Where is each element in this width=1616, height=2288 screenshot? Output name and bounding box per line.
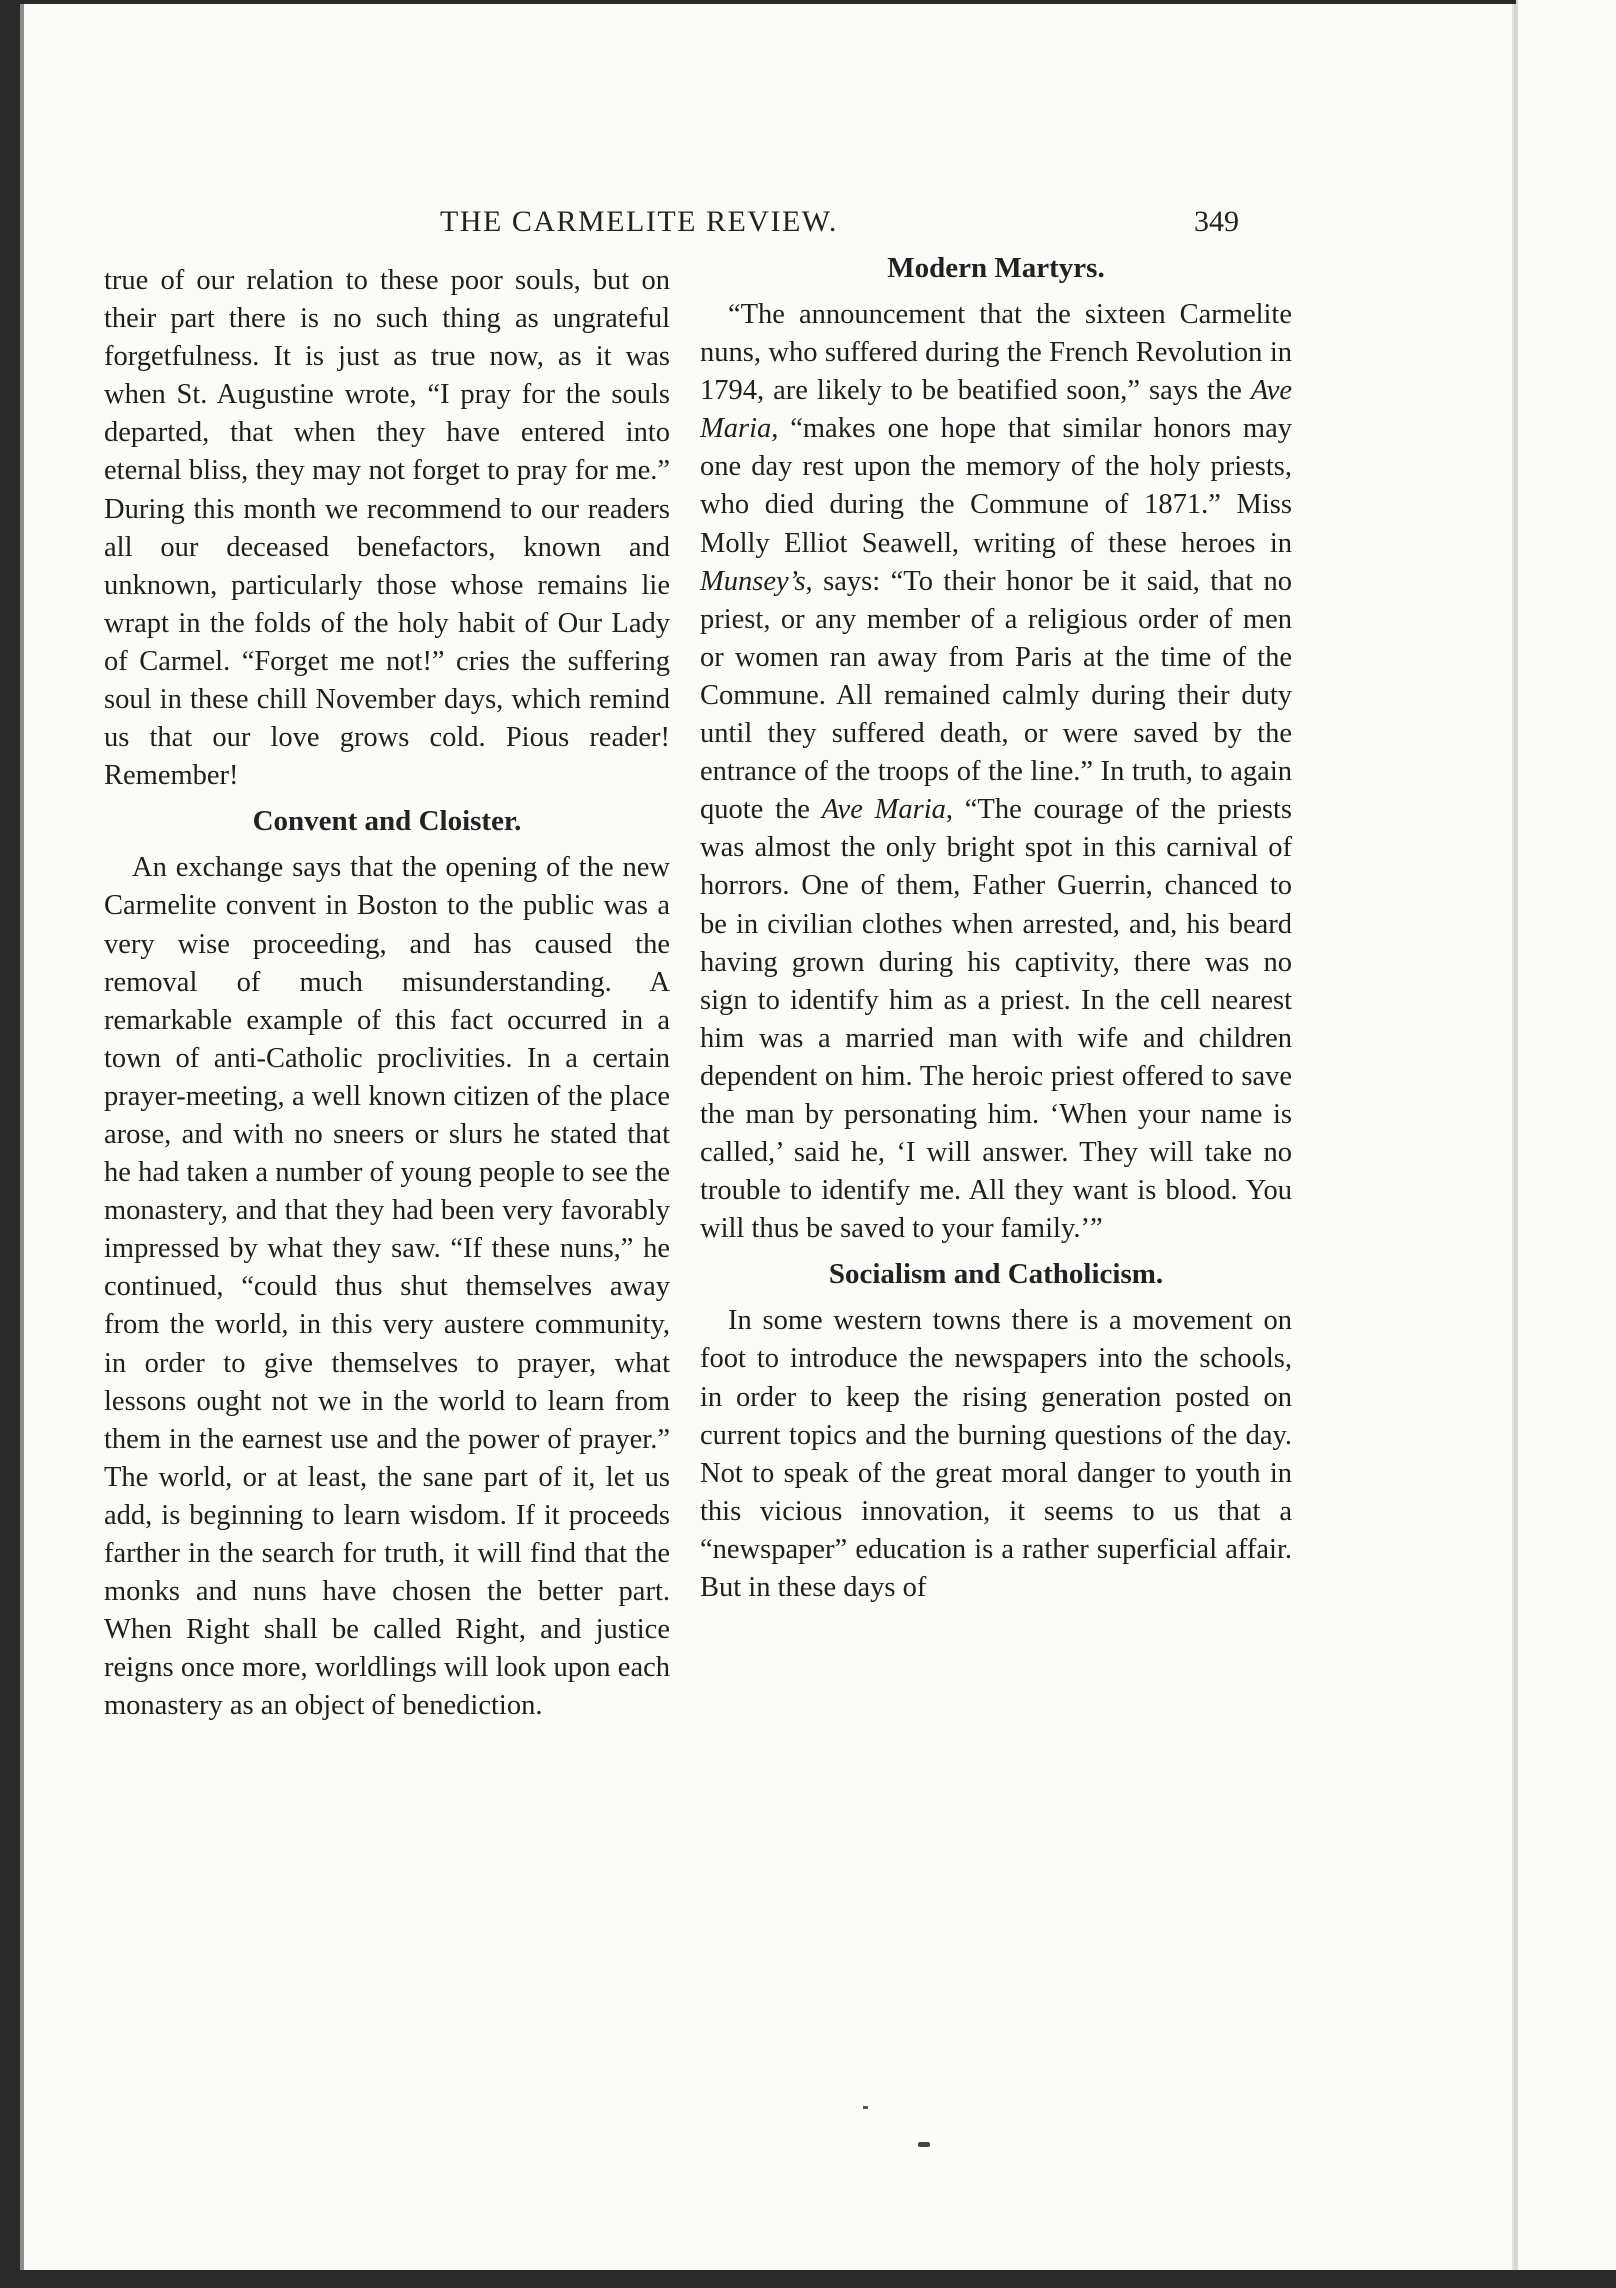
- scan-bottom-border: [0, 2270, 1616, 2288]
- ink-speck: [918, 2142, 930, 2147]
- page-number: 349: [1194, 205, 1239, 238]
- text-run: , says: “To their honor be it said, that no priest, or any member of a religious order of men or women ran away from Paris at the time of the Commune. All remained calmly during their duty until they suffered death, or were saved by the entrance of the troops of the line.” In truth, to again quote the: [700, 565, 1292, 826]
- left-paragraph-2: An exchange says that the opening of the new Carmelite convent in Boston to the public was a very wise proceeding, and has caused the removal of much misunderstanding. A remarkable example of this fact occurred in a town of anti-Catholic proclivities. In a certain prayer-meeting, a well known citizen of the place arose, and with no sneers or slurs he stated that he had taken a number of young people to see the monastery, and that they had been very favorably impressed by what they saw. “If these nuns,” he continued, “could thus shut themselves away from the world, in this very austere community, in order to give themselves to prayer, what lessons ought not we in the world to learn from them in the earnest use and the power of prayer.” The world, or at least, the sane part of it, let us add, is beginning to learn wisdom. If it proceeds farther in the search for truth, it will find that the monks and nuns have chosen the better part. When Right shall be called Right, and justice reigns once more, worldlings will look upon each monastery as an object of benediction.: [104, 852, 670, 1722]
- left-paragraph-1: true of our relation to these poor souls, but on their part there is no such thing as ungrateful forgetfulness. It is just as true now, as it was when St. Augustine wrote, “I pray for the souls departed, that when they have entered into eternal bliss, they may not forget to pray for me.” During this month we recommend to our readers all our deceased benefactors, known and unknown, particularly those whose remains lie wrapt in the folds of the holy habit of Our Lady of Carmel. “Forget me not!” cries the suffering soul in these chill November days, which remind us that our love grows cold. Pious reader! Remember!: [104, 265, 670, 792]
- text-run: “The announcement that the sixteen Carmelite nuns, who suffered during the French Revolution in 1794, are likely to be beatified soon,” says the: [700, 299, 1292, 407]
- next-page-edge: [1516, 0, 1616, 2288]
- running-header-title: THE CARMELITE REVIEW.: [440, 205, 838, 238]
- heading-convent-and-cloister: Convent and Cloister.: [252, 805, 522, 838]
- heading-socialism-and-catholicism: Socialism and Catholicism.: [828, 1258, 1164, 1291]
- text-run: , “The courage of the priests was almost the only bright spot in this carnival of horrors. One of them, Father Guerrin, chanced to be in civilian clothes when arrested, and, his beard having grown during his captivity, there was no sign to identify him as a priest. In the cell nearest him was a married man with wife and children dependent on him. The heroic priest offered to save the man by personating him. ‘When your name is called,’ said he, ‘I will answer. They will take no trouble to identify me. All they want is blood. You will thus be saved to your family.’”: [700, 794, 1293, 1245]
- publication-name-italic: Munsey’s: [700, 565, 806, 597]
- ink-speck: [863, 2106, 868, 2109]
- text-run: , “makes one hope that similar honors may one day rest upon the memory of the holy priests, who died during the Commune of 1871.” Miss Molly Elliot Seawell, writing of these heroes in: [700, 413, 1292, 559]
- right-column: [700, 250, 1292, 1607]
- publication-name-italic: Ave Maria: [821, 794, 946, 826]
- publication-name-italic: Ave Maria: [700, 375, 1292, 445]
- heading-modern-martyrs: Modern Martyrs.: [887, 252, 1105, 284]
- left-column: [104, 262, 670, 1725]
- right-paragraph-1: [700, 296, 1292, 1248]
- right-paragraph-2: In some western towns there is a movement on foot to introduce the newspapers into the schools, in order to keep the rising generation posted on current topics and the burning questions of the day. Not to speak of the great moral danger to youth in this vicious innovation, it seems to us that a “newspaper” education is a rather superficial affair. But in these days of: [700, 1305, 1292, 1603]
